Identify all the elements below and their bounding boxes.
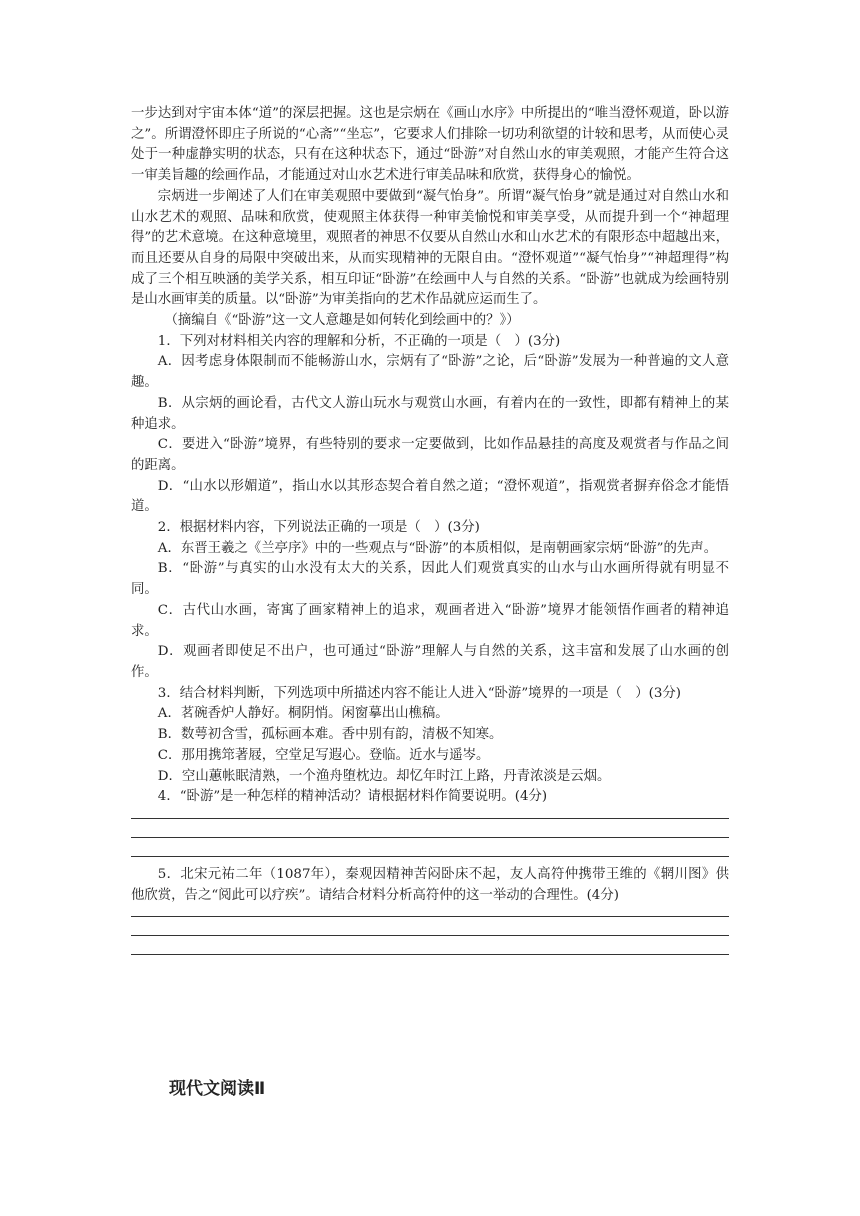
q2-option-d: D．观画者即使足不出户，也可通过“卧游”理解人与自然的关系，这丰富和发展了山水画的创作。 [131,644,729,680]
q3-option-d: D．空山蕙帐眠清熟，一个渔舟堕枕边。却忆年时江上路，丹青浓淡是云烟。 [157,768,611,784]
question-4-stem: 4．“卧游”是一种怎样的精神活动？请根据材料作简要说明。(4分) [157,789,548,805]
q2-option-b: B．“卧游”与真实的山水没有太大的关系，因此人们观赏真实的山水与山水画所得就有明显不同。 [131,561,729,598]
question-5-stem: 5．北宋元祐二年（1087年），秦观因精神苦闷卧床不起，友人高符仲携带王维的《辋川图》供他欣赏，告之“阅此可以疗疾”。请结合材料分析高符仲的这一举动的合理性。(4分) [131,866,729,903]
section-heading: 现代文阅读Ⅱ [169,1079,266,1099]
q3-option-b: B．数萼初含雪，孤标画本难。香中别有韵，清极不知寒。 [157,727,503,743]
passage-paragraph: 宗炳进一步阐述了人们在审美观照中要做到“凝气怡身”。所谓“凝气怡身”就是通过对自然山水和山水艺术的观照、品味和欣赏，使观照主体获得一种审美愉悦和审美享受，从而提升到一个“神超理得”的艺术意境。在这种意境里，观照者的神思不仅要从自然山水和山水艺术的有限形态中超越出来，而且还要从自身的局限中突破出来，从而实现精神的无限自由。“澄怀观道”“凝气怡身”“神超理得”构成了三个相互映涵的美学关系，相互印证“卧游”在绘画中人与自然的关系。“卧游”也就成为绘画特别是山水画审美的质量。以“卧游”为审美指向的艺术作品就应运而生了。 [131,188,729,308]
q1-option-b: B．从宗炳的画论看，古代文人游山玩水与观赏山水画，有着内在的一致性，即都有精神上的某种追求。 [131,395,729,432]
q2-option-a: A．东晋王羲之《兰亭序》中的一些观点与“卧游”的本质相似，是南朝画家宗炳“卧游”的先声。 [157,540,718,556]
q3-option-c: C．那用携筇著屐，空堂足写遐心。登临。近水与遥岑。 [157,747,490,763]
question-3-stem: 3．结合材料判断，下列选项中所描述内容不能让人进入“卧游”境界的一项是（ ）(3分) [157,685,682,701]
q2-option-c: C．古代山水画，寄寓了画家精神上的追求，观画者进入“卧游”境界才能领悟作画者的精神追求。 [131,602,729,639]
q1-option-c: C．要进入“卧游”境界，有些特别的要求一定要做到，比如作品悬挂的高度及观赏者与作品之间的距离。 [131,437,729,473]
answer-line[interactable] [131,954,729,955]
question-1-stem: 1．下列对材料相关内容的理解和分析，不正确的一项是（ ）(3分) [157,333,561,349]
q1-option-a: A．因考虑身体限制而不能畅游山水，宗炳有了“卧游”之论，后“卧游”发展为一种普遍的文人意趣。 [131,354,729,391]
source-citation: （摘编自《“卧游”这一文人意趣是如何转化到绘画中的？》） [164,313,520,329]
q3-option-a: A．茗碗香炉人静好。桐阴悄。闲窗摹出山樵稿。 [157,706,449,722]
document-body [131,104,729,955]
passage-paragraph: 一步达到对宇宙本体“道”的深层把握。这也是宗炳在《画山水序》中所提出的“唯当澄怀观道，卧以游之”。所谓澄怀即庄子所说的“心斋”“坐忘”，它要求人们排除一切功利欲望的计较和思考，从而使心灵处于一种虚静实明的状态，只有在这种状态下，通过“卧游”对自然山水的审美观照，才能产生符合这一审美旨趣的绘画作品，才能通过对山水艺术进行审美品味和欣赏，获得身心的愉悦。 [131,106,729,184]
question-2-stem: 2．根据材料内容，下列说法正确的一项是（ ）(3分) [157,520,480,536]
q1-option-d: D．“山水以形媚道”，指山水以其形态契合着自然之道；“澄怀观道”，指观赏者摒弃俗念才能悟道。 [131,478,729,515]
